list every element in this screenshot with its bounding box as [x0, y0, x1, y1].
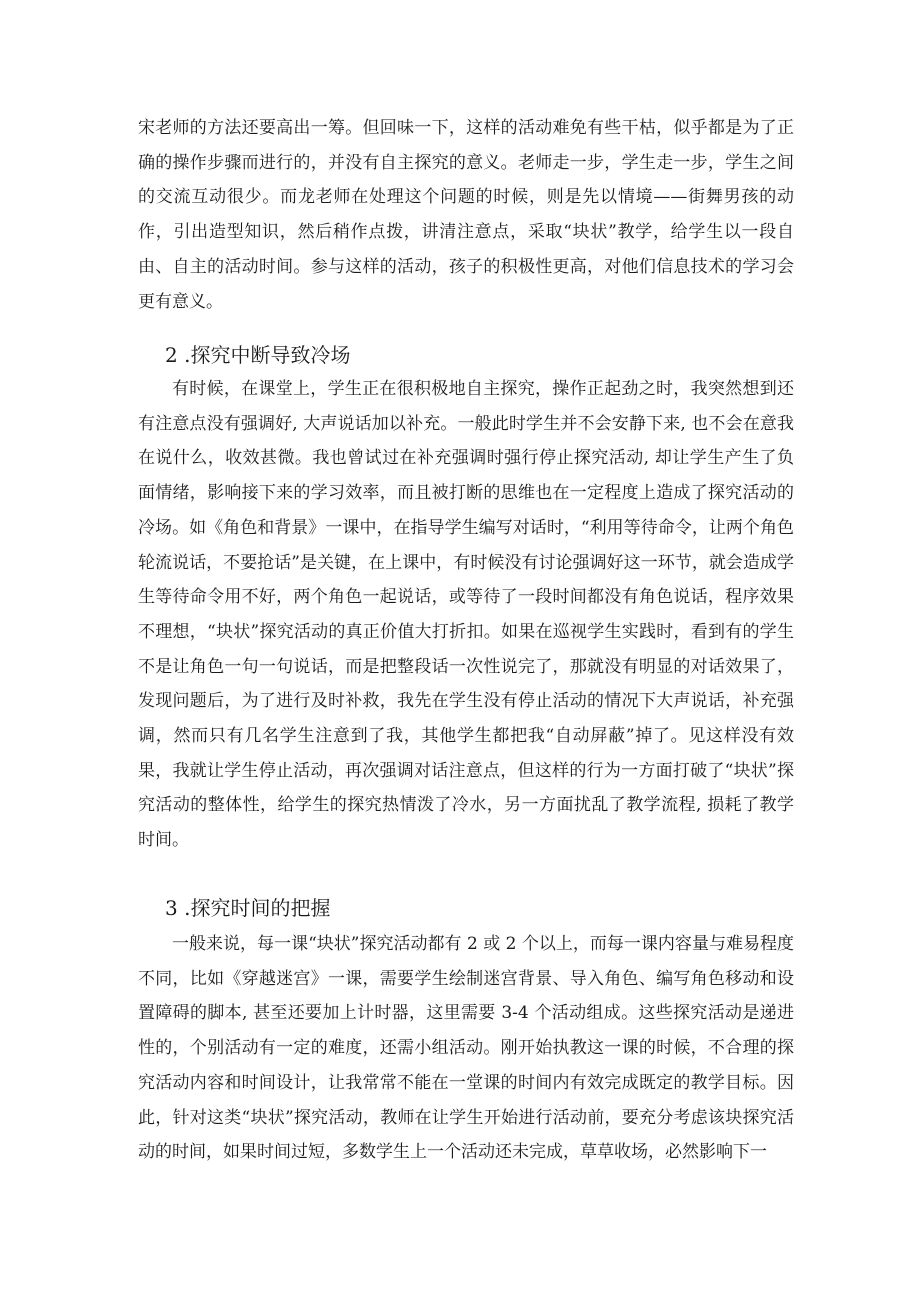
paragraph-section-2: 有时候，在课堂上，学生正在很积极地自主探究，操作正起劲之时，我突然想到还有注意点没有强调好, 大声说话加以补充。一般此时学生并不会安静下来, 也不会在意我在说什么，收效甚微。我也曾试过在补充强调时强行停止探究活动, 却让学生产生了负面情绪，影响接下来的学习效率，而且被打断的思维也在一定程度上造成了探究活动的冷场。如《角色和背景》一课中，在指导学生编写对话时，“利用等待命令，让两个角色轮流说话，不要抢话”是关键，在上课中，有时候没有讨论强调好这一环节，就会造成学生等待命令用不好，两个角色一起说话，或等待了一段时间都没有角色说话，程序效果不理想，“块状”探究活动的真正价值大打折扣。如果在巡视学生实践时，看到有的学生不是让角色一句一句说话，而是把整段话一次性说完了，那就没有明显的对话效果了，发现问题后，为了进行及时补救，我先在学生没有停止活动的情况下大声说话，补充强调，然而只有几名学生注意到了我，其他学生都把我“自动屏蔽”掉了。见这样没有效果，我就让学生停止活动，再次强调对话注意点，但这样的行为一方面打破了“块状”探究活动的整体性，给学生的探究热情泼了冷水，另一方面扰乱了教学流程, 损耗了教学时间。 [138, 379, 794, 851]
section-heading-3: 3 .探究时间的把握 [165, 896, 331, 920]
paragraph-continuation: 宋老师的方法还要高出一筹。但回味一下，这样的活动难免有些干枯，似乎都是为了正确的操作步骤而进行的，并没有自主探究的意义。老师走一步，学生走一步，学生之间的交流互动很少。而龙老师在处理这个问题的时候，则是先以情境——街舞男孩的动作，引出造型知识，然后稍作点拨，讲清注意点，采取“块状”教学，给学生以一段自由、自主的活动时间。参与这样的活动，孩子的积极性更高，对他们信息技术的学习会更有意义。 [138, 118, 794, 312]
paragraph-section-3: 一般来说，每一课“块状”探究活动都有 2 或 2 个以上，而每一课内容量与难易程度不同，比如《穿越迷宫》一课，需要学生绘制迷宫背景、导入角色、编写角色移动和设置障碍的脚本, 甚至还要加上计时器，这里需要 3-4 个活动组成。这些探究活动是递进性的，个别活动有一定的难度，还需小组活动。刚开始执教这一课的时候，不合理的探究活动内容和时间设计，让我常常不能在一堂课的时间内有效完成既定的教学目标。因此，针对这类“块状”探究活动，教师在让学生开始进行活动前，要充分考虑该块探究活动的时间，如果时间过短，多数学生上一个活动还未完成，草草收场，必然影响下一 [138, 934, 794, 1163]
section-heading-2: 2 .探究中断导致冷场 [165, 343, 351, 367]
